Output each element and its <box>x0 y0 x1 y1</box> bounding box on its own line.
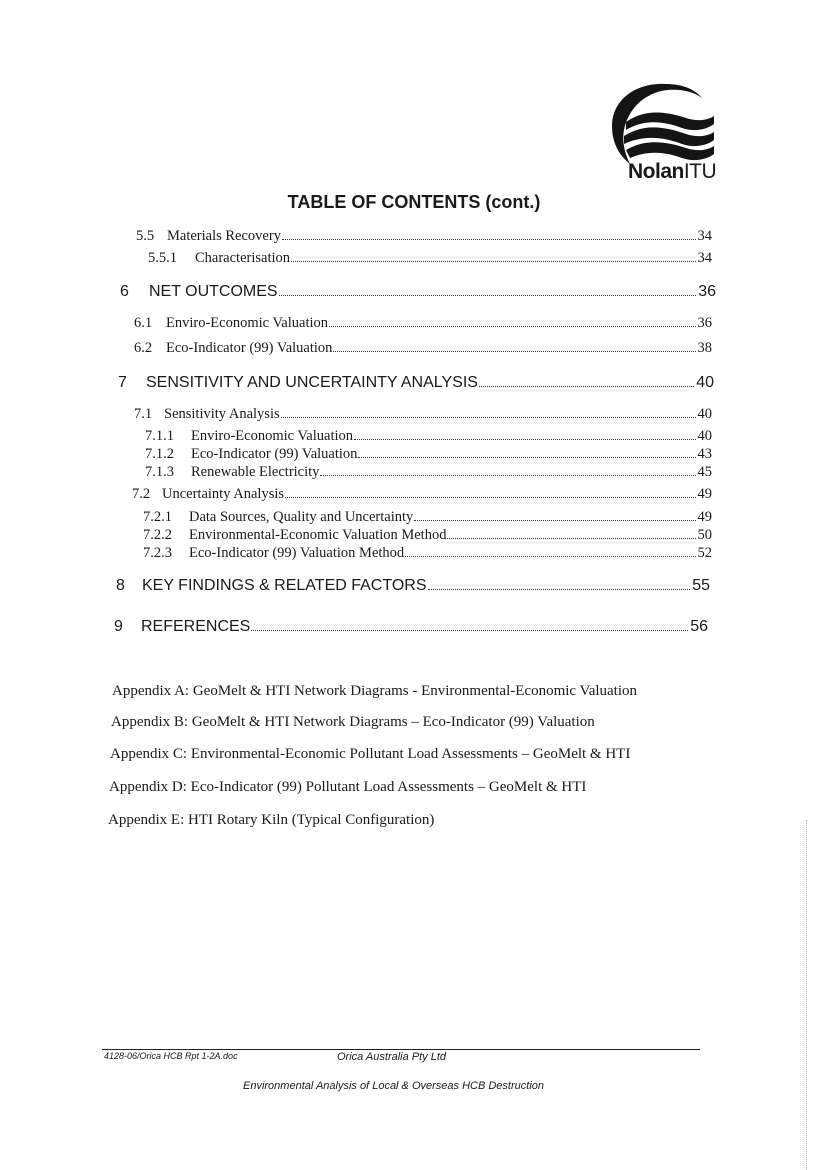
toc-page: 36 <box>698 283 716 300</box>
toc-label: Enviro-Economic Valuation <box>166 315 329 331</box>
footer-client: Orica Australia Pty Ltd <box>337 1051 447 1063</box>
toc-label: Characterisation <box>195 250 291 266</box>
toc-entry[interactable] <box>148 250 712 267</box>
toc-label: REFERENCES <box>141 618 251 635</box>
toc-page: 49 <box>697 509 712 525</box>
toc-entry[interactable] <box>145 464 712 481</box>
toc-label: KEY FINDINGS & RELATED FACTORS <box>142 577 427 594</box>
toc-page: 56 <box>690 618 708 635</box>
toc-leader <box>358 457 695 458</box>
toc-number: 7.1.3 <box>145 464 174 480</box>
footer-doc-ref: 4128-06/Orica HCB Rpt 1-2A.doc <box>104 1051 238 1061</box>
appendix-item[interactable]: Appendix D: Eco-Indicator (99) Pollutant Load Assessments – GeoMelt & HTI <box>109 779 587 795</box>
toc-entry[interactable] <box>116 577 710 595</box>
toc-entry[interactable] <box>145 428 712 445</box>
toc-label: Data Sources, Quality and Uncertainty <box>189 509 414 525</box>
toc-number: 7.2.2 <box>143 527 172 543</box>
toc-number: 6 <box>120 283 129 300</box>
toc-entry[interactable] <box>134 315 712 332</box>
logo-text-regular: ITU <box>683 160 717 183</box>
toc-entry[interactable] <box>120 283 716 301</box>
toc-leader <box>251 630 688 631</box>
nolan-itu-logo <box>606 78 718 188</box>
toc-page: 40 <box>696 374 714 391</box>
toc-leader <box>329 326 695 327</box>
toc-label: Enviro-Economic Valuation <box>191 428 354 444</box>
page-title: TABLE OF CONTENTS (cont.) <box>287 192 541 212</box>
toc-label: Renewable Electricity <box>191 464 320 480</box>
toc-leader <box>414 520 695 521</box>
toc-page: 36 <box>697 315 712 331</box>
toc-entry[interactable] <box>143 509 712 526</box>
toc-leader <box>281 417 696 418</box>
toc-leader <box>354 439 695 440</box>
toc-entry[interactable] <box>143 545 712 562</box>
toc-leader <box>285 497 695 498</box>
toc-number: 8 <box>116 577 125 594</box>
toc-leader <box>291 261 695 262</box>
toc-page: 52 <box>697 545 712 561</box>
toc-leader <box>279 295 697 296</box>
toc-entry[interactable] <box>134 406 712 423</box>
footer-rule <box>102 1049 700 1050</box>
toc-label: Materials Recovery <box>167 228 281 244</box>
toc-leader <box>447 538 695 539</box>
appendix-item[interactable]: Appendix B: GeoMelt & HTI Network Diagrams – Eco-Indicator (99) Valuation <box>111 714 595 730</box>
toc-number: 5.5 <box>136 228 155 244</box>
toc-label: NET OUTCOMES <box>149 283 278 300</box>
toc-entry[interactable] <box>132 486 712 503</box>
toc-number: 7.1.1 <box>145 428 174 444</box>
toc-entry[interactable] <box>134 340 712 357</box>
toc-page: 43 <box>697 446 712 462</box>
toc-page: 55 <box>692 577 710 594</box>
toc-label: Environmental-Economic Valuation Method <box>189 527 447 543</box>
toc-number: 7.1.2 <box>145 446 174 462</box>
toc-entry[interactable] <box>136 228 712 245</box>
toc-label: Sensitivity Analysis <box>164 406 280 422</box>
toc-label: Eco-Indicator (99) Valuation Method <box>189 545 405 561</box>
toc-page: 34 <box>697 250 712 266</box>
appendix-item[interactable]: Appendix A: GeoMelt & HTI Network Diagrams - Environmental-Economic Valuation <box>112 683 638 699</box>
toc-label: Eco-Indicator (99) Valuation <box>191 446 358 462</box>
toc-leader <box>333 351 695 352</box>
toc-entry[interactable] <box>143 527 712 544</box>
toc-page: 49 <box>697 486 712 502</box>
toc-page: 50 <box>697 527 712 543</box>
footer-report-title: Environmental Analysis of Local & Overseas HCB Destruction <box>243 1080 544 1092</box>
toc-number: 6.1 <box>134 315 153 331</box>
toc-leader <box>282 239 696 240</box>
toc-leader <box>479 386 694 387</box>
toc-label: Eco-Indicator (99) Valuation <box>166 340 333 356</box>
toc-page: 34 <box>697 228 712 244</box>
toc-label: SENSITIVITY AND UNCERTAINTY ANALYSIS <box>146 374 478 391</box>
toc-number: 5.5.1 <box>148 250 177 266</box>
toc-page: 38 <box>697 340 712 356</box>
toc-number: 6.2 <box>134 340 153 356</box>
appendix-item[interactable]: Appendix C: Environmental-Economic Pollutant Load Assessments – GeoMelt & HTI <box>110 746 631 762</box>
logo-wordmark <box>628 160 716 184</box>
toc-number: 7.1 <box>134 406 153 422</box>
toc-label: Uncertainty Analysis <box>162 486 285 502</box>
scan-edge-line <box>806 820 807 1170</box>
toc-number: 7.2 <box>132 486 151 502</box>
toc-entry[interactable] <box>114 618 708 636</box>
toc-leader <box>405 556 695 557</box>
toc-number: 7 <box>118 374 127 391</box>
logo-text-bold: Nolan <box>628 160 684 183</box>
toc-entry[interactable] <box>145 446 712 463</box>
toc-entry[interactable] <box>118 374 714 392</box>
toc-number: 7.2.1 <box>143 509 172 525</box>
toc-leader <box>428 589 691 590</box>
toc-page: 40 <box>697 406 712 422</box>
toc-number: 7.2.3 <box>143 545 172 561</box>
toc-number: 9 <box>114 618 123 635</box>
toc-leader <box>320 475 695 476</box>
toc-page: 40 <box>697 428 712 444</box>
appendix-item[interactable]: Appendix E: HTI Rotary Kiln (Typical Configuration) <box>108 812 435 828</box>
toc-page: 45 <box>697 464 712 480</box>
